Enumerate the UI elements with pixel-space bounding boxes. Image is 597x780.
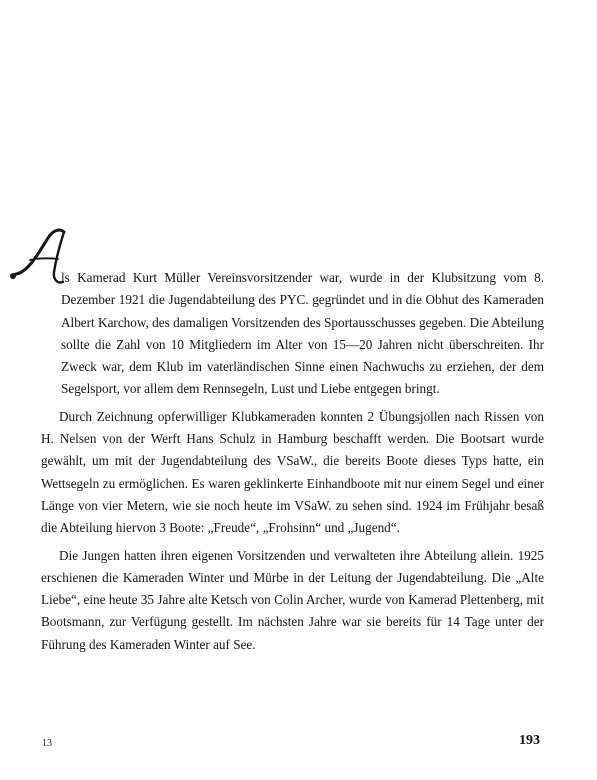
page-number: 193 — [519, 733, 540, 748]
paragraph-2: Durch Zeichnung opferwilliger Klubkameraden konnten 2 Übungsjollen nach Rissen von H. Nelsen von der Werft Hans Schulz in Hamburg beschafft werden. Die Bootsart wurde gewählt, um mit der Jugendabteilung des VSaW., die bereits Boote dieses Typs hatte, ein Wettsegeln zu ermöglichen. Es waren geklinkerte Einhandboote mit nur einem Segel und einer Länge von vier Metern, wie sie noch heute im VSaW. zu sehen sind. 1924 im Frühjahr besaß die Abteilung hiervon 3 Boote: „Freude“, „Frohsinn“ und „Jugend“. — [41, 408, 544, 536]
body-text — [41, 267, 544, 656]
paragraph-1: ls Kamerad Kurt Müller Vereinsvorsitzender war, wurde in der Klubsitzung vom 8. Dezember 1921 die Jugendabteilung des PYC. gegründet und in die Obhut des Kameraden Albert Karchow, des damaligen Vorsitzenden des Sportausschusses gegeben. Die Abteilung sollte die Zahl von 10 Mitgliedern im Alter von 15—20 Jahren nicht überschreiten. Ihr Zweck war, dem Klub im vaterländischen Sinne einen Nachwuchs zu erziehen, der dem Segelsport, vor allem dem Rennsegeln, Lust und Liebe entgegen bringt. — [61, 270, 544, 397]
signature-mark: 13 — [42, 738, 52, 749]
paragraph-3: Die Jungen hatten ihren eigenen Vorsitzenden und verwalteten ihre Abteilung allein. 1925 erschienen die Kameraden Winter und Mürbe in der Leitung der Jugendabteilung. Die „Alte Liebe“, eine heute 35 Jahre alte Ketsch von Colin Archer, wurde von Kamerad Plettenberg, mit Bootsmann, zur Verfügung gestellt. Im nächsten Jahre war sie bereits für 14 Tage unter der Führung des Kameraden Winter auf See. — [41, 547, 544, 652]
